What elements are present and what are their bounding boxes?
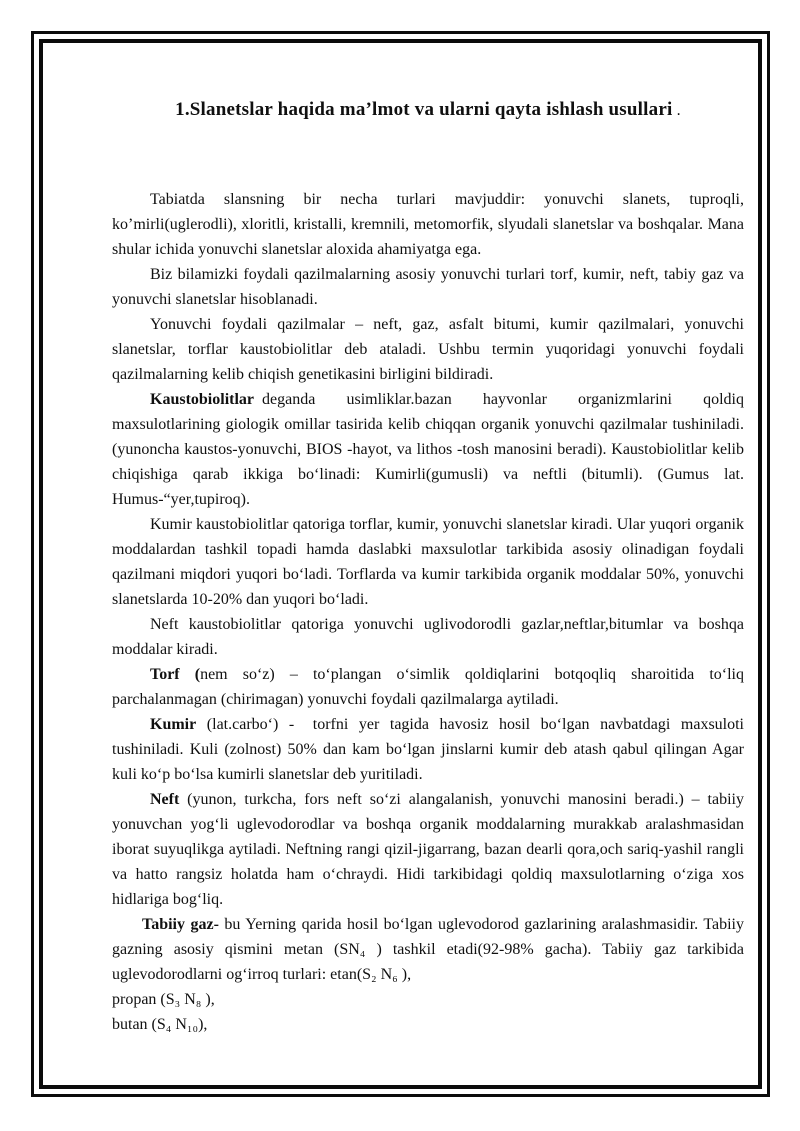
paragraph-neft-definition <box>112 787 744 912</box>
title-text: 1.Slanetslar haqida ma’lmot va ularni qayta ishlash usullari <box>175 99 673 120</box>
paragraph-kumir-kaustobiolitlar <box>112 512 744 612</box>
paragraph-kaustobiolitlar-definition <box>112 387 744 512</box>
paragraph-text: (lat.carbo‘) - torfni yer tagida havosiz hosil bo‘lgan navbatdagi maxsuloti tushiniladi. Kuli (zolnost) 50% dan kam bo‘lgan jinslarni kumir deb atash qabul qilingan Agar kuli ko‘p bo‘lsa kumirli slanetslar deb yuritiladi. <box>112 716 744 783</box>
paragraph-kumir-definition <box>112 712 744 787</box>
document-body <box>112 187 744 1037</box>
paragraph-text: Yonuvchi foydali qazilmalar – neft, gaz, asfalt bitumi, kumir qazilmalari, yonuvchi slanetslar, torflar kaustobiolitlar deb ataladi. Ushbu termin yuqoridagi yonuvchi foydali qazilmalarning kelib chiqish genetikasini birligini bildiradi. <box>112 316 744 383</box>
paragraph-lead: Neft <box>150 791 180 808</box>
paragraph-text: Biz bilamizki foydali qazilmalarning asosiy yonuvchi turlari torf, kumir, neft, tabiy gaz va yonuvchi slanetslar hisoblanadi. <box>112 266 744 308</box>
paragraph-text: (yunon, turkcha, fors neft so‘zi alangalanish, yonuvchi manosini beradi.) – tabiiy yonuvchan yog‘li uglevodorodlar va boshqa organik moddalarning murakkab aralashmasidan iborat suyuqlikga aytiladi. Neftning rangi qizil-jigarrang, bazan dearli qora,och sariq-yashil rangli va hatto rangsiz holatda ham o‘chraydi. Hidi tarkibidagi qoldiq maxsulotlarning o‘ziga xos hidlariga bog‘liq. <box>112 791 744 908</box>
paragraph-tabiiy-gaz-definition <box>112 912 744 987</box>
paragraph-text: butan (S₄ N₁₀), <box>112 1016 208 1033</box>
paragraph-neft-kaustobiolitlar <box>112 612 744 662</box>
paragraph-main-fuels <box>112 262 744 312</box>
paragraph-propan-formula <box>112 987 744 1012</box>
paragraph-kaustobiolit-term <box>112 312 744 387</box>
document-title <box>112 99 744 121</box>
paragraph-butan-formula <box>112 1012 744 1037</box>
paragraph-text: nem so‘z) – to‘plangan o‘simlik qoldiqlarini botqoqliq sharoitida to‘liq parchalanmagan (chirimagan) yonuvchi foydali qazilmalarga aytiladi. <box>112 666 744 708</box>
paragraph-torf-definition <box>112 662 744 712</box>
paragraph-lead: Kumir <box>150 716 197 733</box>
paragraph-lead: Kaustobiolitlar <box>150 391 255 408</box>
paragraph-text: Tabiatda slansning bir necha turlari mavjuddir: yonuvchi slanets, tuproqli, ko’mirli(uglerodli), xloritli, kristalli, kremnili, metomorfik, slyudali slanetslar va boshqalar. Mana shular ichida yonuvchi slanetslar aloxida ahamiyatga ega. <box>112 191 744 258</box>
paragraph-intro-types <box>112 187 744 262</box>
paragraph-text: deganda usimliklar.bazan hayvonlar organizmlarini qoldiq maxsulotlarining giologik omillar tasirida kelib chiqqan organik yonuvchi qazilmalar tushiniladi.(yunoncha kaustos-yonuvchi, BIOS -hayot, va lithos -tosh manosini beradi). Kaustobiolitlar kelib chiqishiga qarab ikkiga bo‘linadi: Kumirli(gumusli) va neftli (bitumli). (Gumus lat. Humus-“yer,tupiroq). <box>112 391 744 508</box>
paragraph-text: Neft kaustobiolitlar qatoriga yonuvchi uglivodorodli gazlar,neftlar,bitumlar va boshqa moddalar kiradi. <box>112 616 744 658</box>
paragraph-text: bu Yerning qarida hosil bo‘lgan uglevodorod gazlarining aralashmasidir. Tabiiy gazning asosiy qismini metan (SN₄ ) tashkil etadi(92-98% gacha). Tabiiy gaz tarkibida uglevodorodlarni og‘irroq turlari: etan(S₂ N₆ ), <box>112 916 745 983</box>
inner-border-frame <box>39 39 762 1089</box>
paragraph-lead: Torf ( <box>150 666 201 683</box>
outer-border-frame <box>31 31 770 1097</box>
paragraph-lead: Tabiiy gaz- <box>142 916 219 933</box>
paragraph-text: propan (S₃ N₈ ), <box>112 991 215 1008</box>
title-period: . <box>672 102 681 119</box>
paragraph-text: Kumir kaustobiolitlar qatoriga torflar, kumir, yonuvchi slanetslar kiradi. Ular yuqori organik moddalardan tashkil topadi hamda daslabki maxsulotlar tarkibida asosiy olinadigan foydali qazilmani miqdori yuqori bo‘ladi. Torflarda va kumir tarkibida organik moddalar 50%, yonuvchi slanetslarda 10-20% dan yuqori bo‘ladi. <box>112 516 744 608</box>
